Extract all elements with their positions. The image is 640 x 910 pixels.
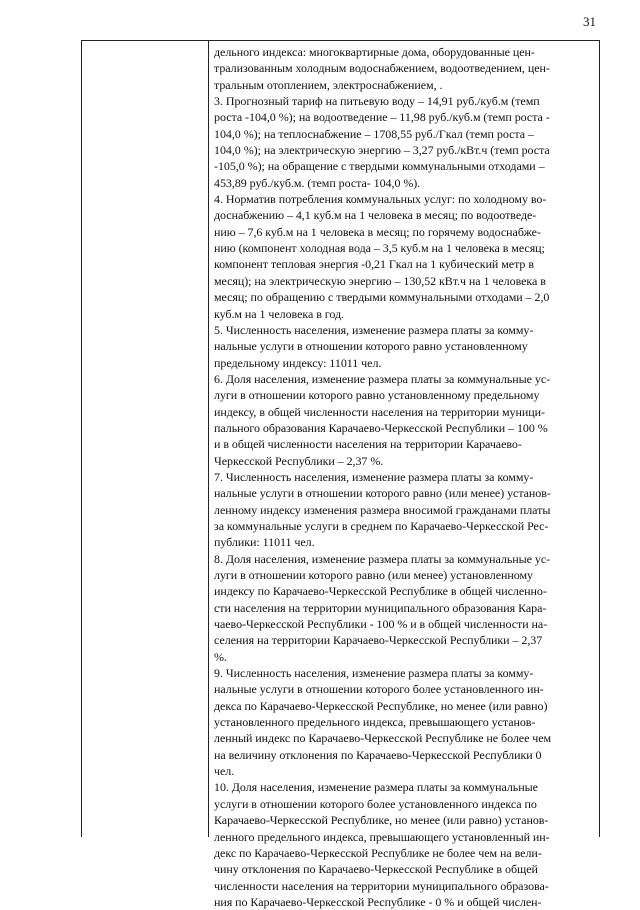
text-line: 5. Численность населения, изменение размера платы за комму- [214, 322, 534, 337]
text-line: публики: 11011 чел. [214, 535, 315, 550]
text-line: ленный индекс по Карачаево-Черкесской Республике не более чем [214, 731, 552, 746]
text-line: сти населения на территории муниципального образования Кара- [214, 600, 547, 615]
table-left-column [82, 41, 209, 837]
text-line: ния по Карачаево-Черкесской Республике - 0 % и общей числен- [214, 894, 542, 909]
text-line: установленного предельного индекса, превышающего установ- [214, 715, 536, 730]
text-line: нальные услуги в отношении которого равно установленному [214, 339, 528, 354]
text-line: пального образования Карачаево-Черкесской Республики – 100 % [214, 420, 548, 435]
text-line: тральным отоплением, электроснабжением, . [214, 77, 443, 92]
text-line: Черкесской Республики – 2,37 %. [214, 453, 384, 468]
text-line: 104,0 %); на теплоснабжение – 1708,55 руб./Гкал (темп роста – [214, 126, 534, 141]
text-line: дельного индекса: многоквартирные дома, оборудованные цен- [214, 45, 535, 59]
text-line: чаево-Черкесской Республики - 100 % и в общей численности на- [214, 617, 548, 632]
text-line: за коммунальные услуги в среднем по Карачаево-Черкесской Рес- [214, 518, 549, 533]
text-line: 453,89 руб./куб.м. (темп роста- 104,0 %). [214, 175, 421, 190]
text-line: 10. Доля населения, изменение размера платы за коммунальные [214, 780, 538, 795]
text-line: ленного предельного индекса, превышающего установленный ин- [214, 829, 550, 844]
document-table [81, 40, 600, 909]
text-line: 3. Прогнозный тариф на питьевую воду – 14,91 руб./куб.м (темп [214, 94, 540, 109]
page-number: 31 [583, 14, 596, 29]
text-line: нальные услуги в отношении которого более установленного ин- [214, 682, 544, 697]
text-line: 4. Норматив потребления коммунальных услуг: по холодному во- [214, 192, 547, 207]
text-line: чел. [214, 764, 235, 779]
text-line: численности населения на территории муниципального образова- [214, 878, 549, 893]
text-line: 9. Численность населения, изменение размера платы за комму- [214, 666, 534, 681]
text-line: индексу по Карачаево-Черкесской Республике в общей численно- [214, 584, 547, 599]
table-text-cell [209, 41, 599, 909]
text-line: нию – 7,6 куб.м на 1 человека в месяц; по горячему водоснабже- [214, 224, 541, 239]
text-line: и в общей численности населения на территории Карачаево- [214, 437, 522, 452]
text-line: предельному индексу: 11011 чел. [214, 355, 382, 370]
text-line: %. [214, 649, 227, 664]
text-line: чину отклонения по Карачаево-Черкесской Республике в общей [214, 862, 538, 877]
text-line: индексу, в общей численности населения на территории муници- [214, 404, 545, 419]
text-line: -105,0 %); на обращение с твердыми коммунальными отходами – [214, 159, 545, 174]
text-line: луги в отношении которого равно установленному предельному [214, 388, 540, 403]
text-line: ленному индексу изменения размера вносимой гражданами платы [214, 502, 551, 517]
text-line: селения на территории Карачаево-Черкесской Республики – 2,37 [214, 633, 543, 648]
text-line: 104,0 %); на электрическую энергию – 3,27 руб./кВт.ч (темп роста [214, 143, 550, 158]
text-line: 6. Доля населения, изменение размера платы за коммунальные ус- [214, 371, 551, 386]
text-line: доснабжению – 4,1 куб.м на 1 человека в месяц; по водоотведе- [214, 208, 537, 223]
text-line: декс по Карачаево-Черкесской Республике не более чем на вели- [214, 845, 542, 860]
text-line: услуги в отношении которого более установленного индекса по [214, 796, 537, 811]
text-line: Карачаево-Черкесской Республике, но менее (или равно) установ- [214, 813, 549, 828]
text-line: нальные услуги в отношении которого равно (или менее) установ- [214, 486, 551, 501]
text-line: трализованным холодным водоснабжением, водоотведением, цен- [214, 61, 550, 76]
text-line: нию (компонент холодная вода – 3,5 куб.м на 1 человека в месяц; [214, 241, 545, 256]
text-line: компонент тепловая энергия -0,21 Гкал на 1 кубический метр в [214, 257, 534, 272]
text-line: месяц; по обращению с твердыми коммунальными отходами – 2,0 [214, 290, 550, 305]
text-line: роста -104,0 %); на водоотведение – 11,98 руб./куб.м (темп роста - [214, 110, 550, 125]
text-line: луги в отношении которого равно (или менее) установленному [214, 568, 533, 582]
text-line: 7. Численность населения, изменение размера платы за комму- [214, 469, 534, 484]
text-line: куб.м на 1 человека в год. [214, 306, 344, 321]
text-line: декса по Карачаево-Черкесской Республике, но менее (или равно) [214, 698, 548, 713]
text-line: 8. Доля населения, изменение размера платы за коммунальные ус- [214, 551, 551, 566]
text-line: на величину отклонения по Карачаево-Черкесской Республики 0 [214, 747, 542, 762]
text-line: месяц); на электрическую энергию – 130,52 кВт.ч на 1 человека в [214, 273, 546, 288]
